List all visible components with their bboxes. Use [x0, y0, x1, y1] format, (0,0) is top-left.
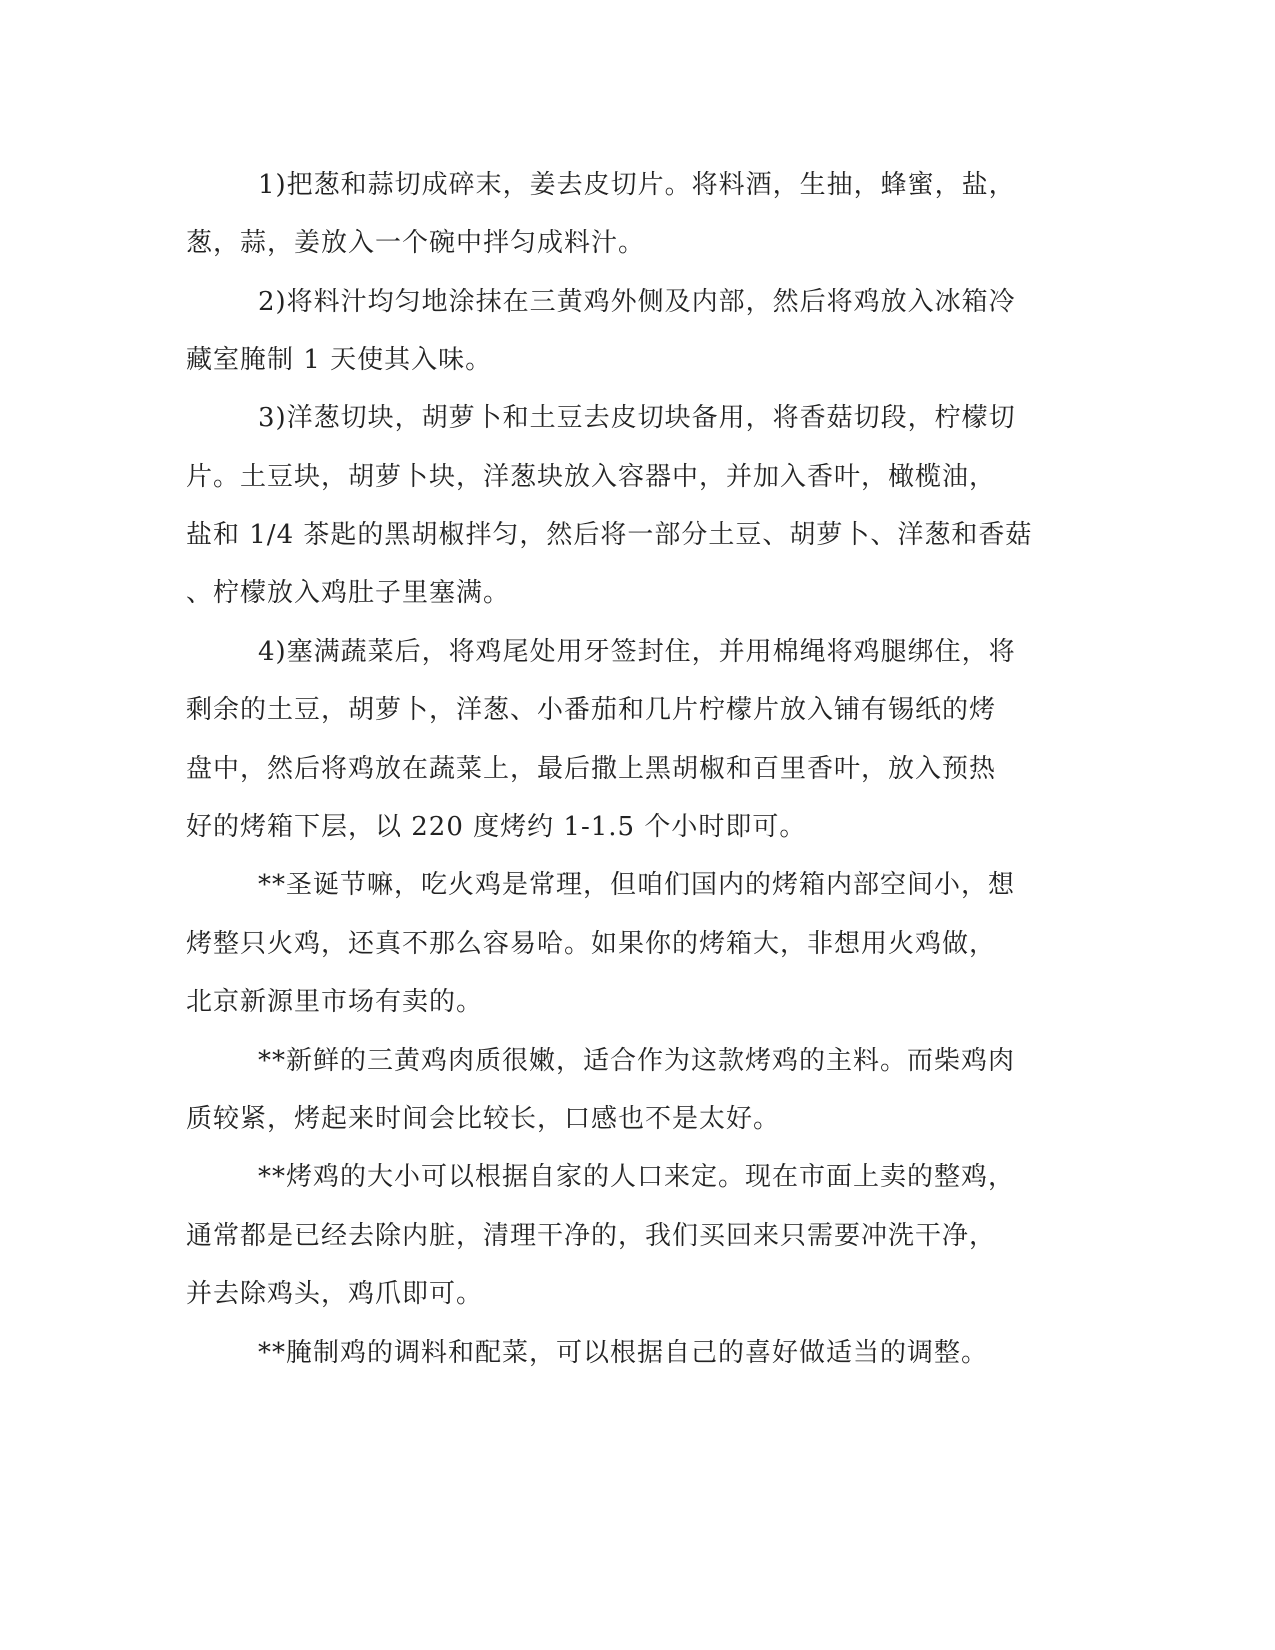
paragraph-1-line-2: 葱，蒜，姜放入一个碗中拌匀成料汁。 [186, 228, 646, 258]
paragraph-4-line-2: 剩余的土豆，胡萝卜，洋葱、小番茄和几片柠檬片放入铺有锡纸的烤 [186, 695, 997, 725]
note-1-line-2: 烤整只火鸡，还真不那么容易哈。如果你的烤箱大，非想用火鸡做， [186, 929, 997, 959]
note-4-line-1: **腌制鸡的调料和配菜，可以根据自己的喜好做适当的调整。 [258, 1338, 989, 1368]
note-3-line-2: 通常都是已经去除内脏，清理干净的，我们买回来只需要冲洗干净， [186, 1221, 997, 1251]
paragraph-2-line-1: 2)将料汁均匀地涂抹在三黄鸡外侧及内部，然后将鸡放入冰箱冷 [258, 287, 1016, 317]
paragraph-3-line-4: 、柠檬放入鸡肚子里塞满。 [186, 578, 511, 608]
paragraph-1-line-1: 1)把葱和蒜切成碎末，姜去皮切片。将料酒，生抽，蜂蜜，盐， [258, 170, 1016, 200]
paragraph-3-line-1: 3)洋葱切块，胡萝卜和土豆去皮切块备用，将香菇切段，柠檬切 [258, 403, 1016, 433]
note-1-line-3: 北京新源里市场有卖的。 [186, 987, 484, 1017]
paragraph-3-line-3: 盐和 1/4 茶匙的黑胡椒拌匀，然后将一部分土豆、胡萝卜、洋葱和香菇 [186, 520, 1033, 550]
paragraph-4-line-1: 4)塞满蔬菜后，将鸡尾处用牙签封住，并用棉绳将鸡腿绑住，将 [258, 637, 1016, 667]
note-3-line-1: **烤鸡的大小可以根据自家的人口来定。现在市面上卖的整鸡， [258, 1162, 1016, 1192]
paragraph-4-line-4: 好的烤箱下层，以 220 度烤约 1-1.5 个小时即可。 [186, 812, 807, 842]
note-1-line-1: **圣诞节嘛，吃火鸡是常理，但咱们国内的烤箱内部空间小，想 [258, 870, 1016, 900]
paragraph-2-line-2: 藏室腌制 1 天使其入味。 [186, 345, 493, 375]
note-2-line-2: 质较紧，烤起来时间会比较长，口感也不是太好。 [186, 1104, 781, 1134]
note-2-line-1: **新鲜的三黄鸡肉质很嫩，适合作为这款烤鸡的主料。而柴鸡肉 [258, 1046, 1016, 1076]
paragraph-4-line-3: 盘中，然后将鸡放在蔬菜上，最后撒上黑胡椒和百里香叶，放入预热 [186, 754, 997, 784]
note-3-line-3: 并去除鸡头，鸡爪即可。 [186, 1279, 484, 1309]
paragraph-3-line-2: 片。土豆块，胡萝卜块，洋葱块放入容器中，并加入香叶，橄榄油， [186, 462, 997, 492]
